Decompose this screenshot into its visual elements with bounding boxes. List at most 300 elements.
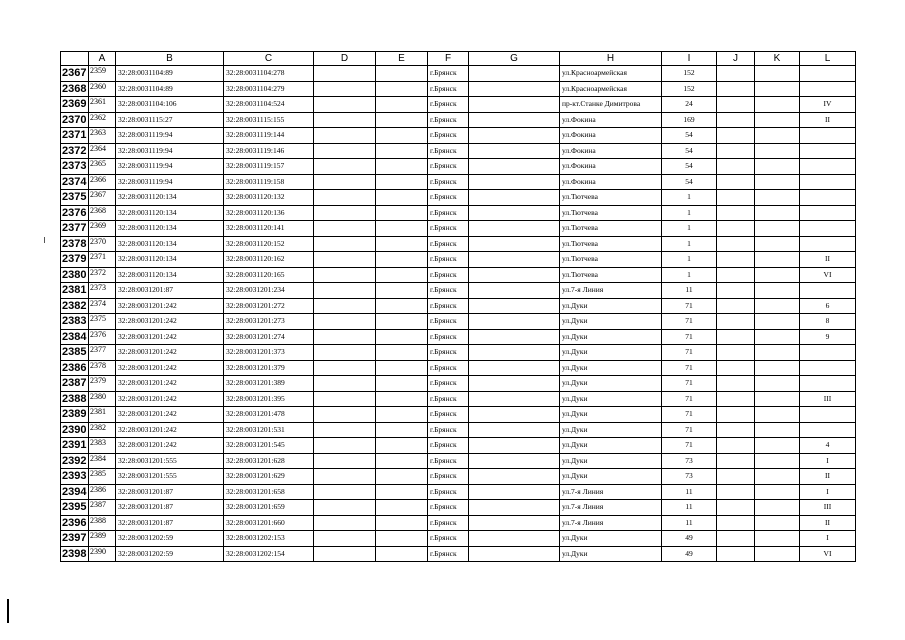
cell-e[interactable] <box>376 391 428 407</box>
cell-c[interactable]: 32:28:0031119:146 <box>224 143 314 159</box>
cell-a[interactable]: 2378 <box>89 360 116 376</box>
cell-c[interactable]: 32:28:0031201:531 <box>224 422 314 438</box>
cell-a[interactable]: 2362 <box>89 112 116 128</box>
cell-f[interactable]: г.Брянск <box>428 546 469 562</box>
cell-b[interactable]: 32:28:0031201:242 <box>116 391 224 407</box>
cell-k[interactable] <box>755 143 800 159</box>
cell-b[interactable]: 32:28:0031115:27 <box>116 112 224 128</box>
cell-a[interactable]: 2386 <box>89 484 116 500</box>
cell-a[interactable]: 2359 <box>89 66 116 82</box>
cell-e[interactable] <box>376 376 428 392</box>
column-header-a[interactable]: A <box>89 52 116 66</box>
cell-j[interactable] <box>717 531 755 547</box>
cell-j[interactable] <box>717 515 755 531</box>
cell-c[interactable]: 32:28:0031120:136 <box>224 205 314 221</box>
cell-l[interactable] <box>800 128 856 144</box>
cell-g[interactable] <box>469 453 560 469</box>
cell-h[interactable]: ул.Красноармейская <box>560 66 662 82</box>
cell-f[interactable]: г.Брянск <box>428 531 469 547</box>
cell-d[interactable] <box>314 66 376 82</box>
cell-k[interactable] <box>755 221 800 237</box>
cell-e[interactable] <box>376 267 428 283</box>
cell-a[interactable]: 2366 <box>89 174 116 190</box>
cell-k[interactable] <box>755 360 800 376</box>
cell-j[interactable] <box>717 81 755 97</box>
cell-g[interactable] <box>469 314 560 330</box>
cell-g[interactable] <box>469 500 560 516</box>
cell-j[interactable] <box>717 484 755 500</box>
cell-a[interactable]: 2364 <box>89 143 116 159</box>
cell-g[interactable] <box>469 97 560 113</box>
cell-d[interactable] <box>314 360 376 376</box>
cell-b[interactable]: 32:28:0031201:87 <box>116 283 224 299</box>
cell-g[interactable] <box>469 531 560 547</box>
cell-c[interactable]: 32:28:0031201:658 <box>224 484 314 500</box>
cell-e[interactable] <box>376 469 428 485</box>
cell-k[interactable] <box>755 236 800 252</box>
cell-h[interactable]: ул.Дуки <box>560 376 662 392</box>
cell-e[interactable] <box>376 345 428 361</box>
cell-f[interactable]: г.Брянск <box>428 407 469 423</box>
cell-f[interactable]: г.Брянск <box>428 174 469 190</box>
cell-j[interactable] <box>717 469 755 485</box>
cell-k[interactable] <box>755 515 800 531</box>
cell-d[interactable] <box>314 143 376 159</box>
cell-k[interactable] <box>755 314 800 330</box>
cell-b[interactable]: 32:28:0031201:87 <box>116 484 224 500</box>
cell-e[interactable] <box>376 190 428 206</box>
cell-i[interactable]: 49 <box>662 546 717 562</box>
cell-l[interactable]: 9 <box>800 329 856 345</box>
cell-f[interactable]: г.Брянск <box>428 190 469 206</box>
cell-b[interactable]: 32:28:0031119:94 <box>116 174 224 190</box>
cell-l[interactable]: II <box>800 515 856 531</box>
cell-e[interactable] <box>376 128 428 144</box>
cell-a[interactable]: 2377 <box>89 345 116 361</box>
cell-e[interactable] <box>376 484 428 500</box>
cell-f[interactable]: г.Брянск <box>428 81 469 97</box>
cell-l[interactable]: III <box>800 391 856 407</box>
cell-a[interactable]: 2390 <box>89 546 116 562</box>
cell-l[interactable] <box>800 236 856 252</box>
cell-j[interactable] <box>717 422 755 438</box>
cell-j[interactable] <box>717 453 755 469</box>
cell-e[interactable] <box>376 453 428 469</box>
cell-b[interactable]: 32:28:0031201:242 <box>116 360 224 376</box>
column-header-f[interactable]: F <box>428 52 469 66</box>
cell-g[interactable] <box>469 81 560 97</box>
cell-g[interactable] <box>469 438 560 454</box>
cell-c[interactable]: 32:28:0031201:373 <box>224 345 314 361</box>
cell-a[interactable]: 2388 <box>89 515 116 531</box>
cell-a[interactable]: 2370 <box>89 236 116 252</box>
cell-c[interactable]: 32:28:0031119:157 <box>224 159 314 175</box>
cell-e[interactable] <box>376 438 428 454</box>
cell-g[interactable] <box>469 469 560 485</box>
cell-k[interactable] <box>755 345 800 361</box>
cell-f[interactable]: г.Брянск <box>428 515 469 531</box>
cell-c[interactable]: 32:28:0031201:659 <box>224 500 314 516</box>
cell-i[interactable]: 1 <box>662 236 717 252</box>
cell-f[interactable]: г.Брянск <box>428 205 469 221</box>
cell-g[interactable] <box>469 128 560 144</box>
cell-i[interactable]: 71 <box>662 422 717 438</box>
column-header-k[interactable]: K <box>755 52 800 66</box>
cell-c[interactable]: 32:28:0031104:524 <box>224 97 314 113</box>
cell-f[interactable]: г.Брянск <box>428 345 469 361</box>
cell-i[interactable]: 73 <box>662 469 717 485</box>
cell-d[interactable] <box>314 376 376 392</box>
cell-b[interactable]: 32:28:0031120:134 <box>116 267 224 283</box>
cell-d[interactable] <box>314 267 376 283</box>
cell-c[interactable]: 32:28:0031202:154 <box>224 546 314 562</box>
cell-h[interactable]: ул.Тютчева <box>560 252 662 268</box>
cell-g[interactable] <box>469 407 560 423</box>
cell-c[interactable]: 32:28:0031201:274 <box>224 329 314 345</box>
cell-g[interactable] <box>469 391 560 407</box>
cell-j[interactable] <box>717 190 755 206</box>
cell-l[interactable] <box>800 174 856 190</box>
cell-l[interactable] <box>800 407 856 423</box>
cell-b[interactable]: 32:28:0031201:242 <box>116 422 224 438</box>
cell-d[interactable] <box>314 515 376 531</box>
cell-a[interactable]: 2373 <box>89 283 116 299</box>
cell-c[interactable]: 32:28:0031104:278 <box>224 66 314 82</box>
cell-b[interactable]: 32:28:0031201:242 <box>116 438 224 454</box>
cell-b[interactable]: 32:28:0031201:242 <box>116 376 224 392</box>
cell-l[interactable]: 6 <box>800 298 856 314</box>
cell-j[interactable] <box>717 438 755 454</box>
cell-k[interactable] <box>755 283 800 299</box>
cell-i[interactable]: 54 <box>662 159 717 175</box>
cell-i[interactable]: 169 <box>662 112 717 128</box>
cell-l[interactable] <box>800 221 856 237</box>
cell-k[interactable] <box>755 329 800 345</box>
cell-h[interactable]: ул.Дуки <box>560 329 662 345</box>
cell-c[interactable]: 32:28:0031201:389 <box>224 376 314 392</box>
cell-j[interactable] <box>717 298 755 314</box>
cell-a[interactable]: 2381 <box>89 407 116 423</box>
cell-f[interactable]: г.Брянск <box>428 500 469 516</box>
cell-h[interactable]: ул.Дуки <box>560 407 662 423</box>
cell-e[interactable] <box>376 546 428 562</box>
cell-k[interactable] <box>755 500 800 516</box>
cell-h[interactable]: ул.Дуки <box>560 546 662 562</box>
cell-i[interactable]: 1 <box>662 267 717 283</box>
cell-c[interactable]: 32:28:0031201:234 <box>224 283 314 299</box>
cell-i[interactable]: 54 <box>662 174 717 190</box>
cell-f[interactable]: г.Брянск <box>428 236 469 252</box>
cell-j[interactable] <box>717 174 755 190</box>
cell-g[interactable] <box>469 298 560 314</box>
cell-j[interactable] <box>717 252 755 268</box>
cell-f[interactable]: г.Брянск <box>428 221 469 237</box>
cell-a[interactable]: 2365 <box>89 159 116 175</box>
cell-j[interactable] <box>717 391 755 407</box>
cell-f[interactable]: г.Брянск <box>428 484 469 500</box>
cell-l[interactable]: I <box>800 453 856 469</box>
cell-f[interactable]: г.Брянск <box>428 314 469 330</box>
column-header-i[interactable]: I <box>662 52 717 66</box>
cell-c[interactable]: 32:28:0031120:162 <box>224 252 314 268</box>
cell-c[interactable]: 32:28:0031115:155 <box>224 112 314 128</box>
cell-a[interactable]: 2376 <box>89 329 116 345</box>
cell-k[interactable] <box>755 546 800 562</box>
cell-f[interactable]: г.Брянск <box>428 298 469 314</box>
cell-e[interactable] <box>376 314 428 330</box>
cell-c[interactable]: 32:28:0031202:153 <box>224 531 314 547</box>
cell-k[interactable] <box>755 66 800 82</box>
cell-f[interactable]: г.Брянск <box>428 112 469 128</box>
cell-l[interactable] <box>800 345 856 361</box>
cell-j[interactable] <box>717 360 755 376</box>
cell-c[interactable]: 32:28:0031201:628 <box>224 453 314 469</box>
cell-i[interactable]: 11 <box>662 500 717 516</box>
cell-b[interactable]: 32:28:0031120:134 <box>116 236 224 252</box>
cell-d[interactable] <box>314 469 376 485</box>
cell-j[interactable] <box>717 345 755 361</box>
cell-a[interactable]: 2379 <box>89 376 116 392</box>
cell-l[interactable] <box>800 143 856 159</box>
column-header-corner[interactable] <box>61 52 89 66</box>
cell-c[interactable]: 32:28:0031201:545 <box>224 438 314 454</box>
cell-h[interactable]: ул.Дуки <box>560 345 662 361</box>
cell-h[interactable]: ул.Тютчева <box>560 190 662 206</box>
cell-l[interactable]: IV <box>800 97 856 113</box>
cell-h[interactable]: ул.7-я Линия <box>560 515 662 531</box>
cell-a[interactable]: 2363 <box>89 128 116 144</box>
cell-c[interactable]: 32:28:0031120:141 <box>224 221 314 237</box>
cell-g[interactable] <box>469 190 560 206</box>
cell-a[interactable]: 2368 <box>89 205 116 221</box>
cell-l[interactable]: II <box>800 469 856 485</box>
cell-f[interactable]: г.Брянск <box>428 143 469 159</box>
cell-g[interactable] <box>469 112 560 128</box>
cell-i[interactable]: 49 <box>662 531 717 547</box>
cell-b[interactable]: 32:28:0031119:94 <box>116 159 224 175</box>
cell-i[interactable]: 11 <box>662 515 717 531</box>
cell-j[interactable] <box>717 500 755 516</box>
cell-l[interactable]: III <box>800 500 856 516</box>
cell-l[interactable]: 8 <box>800 314 856 330</box>
cell-g[interactable] <box>469 66 560 82</box>
cell-b[interactable]: 32:28:0031104:89 <box>116 81 224 97</box>
cell-c[interactable]: 32:28:0031201:395 <box>224 391 314 407</box>
cell-j[interactable] <box>717 376 755 392</box>
cell-h[interactable]: ул.7-я Линия <box>560 500 662 516</box>
cell-g[interactable] <box>469 236 560 252</box>
cell-a[interactable]: 2380 <box>89 391 116 407</box>
cell-f[interactable]: г.Брянск <box>428 159 469 175</box>
cell-j[interactable] <box>717 97 755 113</box>
cell-e[interactable] <box>376 360 428 376</box>
cell-k[interactable] <box>755 159 800 175</box>
cell-e[interactable] <box>376 422 428 438</box>
cell-g[interactable] <box>469 159 560 175</box>
cell-i[interactable]: 11 <box>662 283 717 299</box>
cell-j[interactable] <box>717 546 755 562</box>
cell-b[interactable]: 32:28:0031119:94 <box>116 143 224 159</box>
cell-j[interactable] <box>717 112 755 128</box>
cell-f[interactable]: г.Брянск <box>428 453 469 469</box>
column-header-g[interactable]: G <box>469 52 560 66</box>
cell-g[interactable] <box>469 329 560 345</box>
cell-b[interactable]: 32:28:0031202:59 <box>116 531 224 547</box>
cell-a[interactable]: 2372 <box>89 267 116 283</box>
cell-f[interactable]: г.Брянск <box>428 97 469 113</box>
cell-e[interactable] <box>376 515 428 531</box>
cell-k[interactable] <box>755 112 800 128</box>
cell-b[interactable]: 32:28:0031104:106 <box>116 97 224 113</box>
cell-e[interactable] <box>376 97 428 113</box>
cell-k[interactable] <box>755 376 800 392</box>
cell-a[interactable]: 2389 <box>89 531 116 547</box>
cell-b[interactable]: 32:28:0031120:134 <box>116 252 224 268</box>
cell-i[interactable]: 71 <box>662 345 717 361</box>
cell-d[interactable] <box>314 453 376 469</box>
cell-l[interactable] <box>800 283 856 299</box>
cell-a[interactable]: 2371 <box>89 252 116 268</box>
cell-k[interactable] <box>755 531 800 547</box>
cell-d[interactable] <box>314 345 376 361</box>
cell-k[interactable] <box>755 174 800 190</box>
cell-e[interactable] <box>376 252 428 268</box>
cell-j[interactable] <box>717 143 755 159</box>
cell-b[interactable]: 32:28:0031201:242 <box>116 345 224 361</box>
cell-l[interactable]: II <box>800 252 856 268</box>
cell-k[interactable] <box>755 438 800 454</box>
cell-b[interactable]: 32:28:0031120:134 <box>116 190 224 206</box>
cell-d[interactable] <box>314 298 376 314</box>
cell-a[interactable]: 2375 <box>89 314 116 330</box>
cell-a[interactable]: 2387 <box>89 500 116 516</box>
cell-g[interactable] <box>469 546 560 562</box>
cell-i[interactable]: 71 <box>662 298 717 314</box>
cell-i[interactable]: 152 <box>662 66 717 82</box>
cell-d[interactable] <box>314 329 376 345</box>
cell-d[interactable] <box>314 500 376 516</box>
cell-g[interactable] <box>469 267 560 283</box>
cell-l[interactable]: VI <box>800 267 856 283</box>
cell-j[interactable] <box>717 205 755 221</box>
column-header-e[interactable]: E <box>376 52 428 66</box>
cell-j[interactable] <box>717 407 755 423</box>
cell-h[interactable]: ул.Фокина <box>560 143 662 159</box>
cell-d[interactable] <box>314 531 376 547</box>
cell-l[interactable] <box>800 66 856 82</box>
cell-d[interactable] <box>314 81 376 97</box>
cell-f[interactable]: г.Брянск <box>428 252 469 268</box>
cell-h[interactable]: ул.Красноармейская <box>560 81 662 97</box>
cell-c[interactable]: 32:28:0031201:660 <box>224 515 314 531</box>
cell-f[interactable]: г.Брянск <box>428 283 469 299</box>
cell-g[interactable] <box>469 345 560 361</box>
cell-l[interactable]: VI <box>800 546 856 562</box>
cell-h[interactable]: ул.Дуки <box>560 438 662 454</box>
cell-h[interactable]: ул.Дуки <box>560 422 662 438</box>
cell-e[interactable] <box>376 500 428 516</box>
cell-h[interactable]: ул.Дуки <box>560 391 662 407</box>
cell-l[interactable] <box>800 205 856 221</box>
cell-l[interactable]: 4 <box>800 438 856 454</box>
cell-j[interactable] <box>717 329 755 345</box>
cell-g[interactable] <box>469 252 560 268</box>
column-header-b[interactable]: B <box>116 52 224 66</box>
cell-g[interactable] <box>469 205 560 221</box>
column-header-d[interactable]: D <box>314 52 376 66</box>
cell-d[interactable] <box>314 438 376 454</box>
cell-e[interactable] <box>376 283 428 299</box>
cell-d[interactable] <box>314 159 376 175</box>
cell-k[interactable] <box>755 391 800 407</box>
cell-d[interactable] <box>314 97 376 113</box>
cell-c[interactable]: 32:28:0031201:629 <box>224 469 314 485</box>
cell-b[interactable]: 32:28:0031201:555 <box>116 469 224 485</box>
cell-a[interactable]: 2369 <box>89 221 116 237</box>
cell-e[interactable] <box>376 221 428 237</box>
cell-i[interactable]: 1 <box>662 252 717 268</box>
cell-b[interactable]: 32:28:0031202:59 <box>116 546 224 562</box>
cell-k[interactable] <box>755 267 800 283</box>
cell-b[interactable]: 32:28:0031201:87 <box>116 515 224 531</box>
cell-d[interactable] <box>314 128 376 144</box>
column-header-c[interactable]: C <box>224 52 314 66</box>
cell-h[interactable]: ул.Тютчева <box>560 221 662 237</box>
cell-c[interactable]: 32:28:0031201:273 <box>224 314 314 330</box>
cell-b[interactable]: 32:28:0031201:242 <box>116 314 224 330</box>
cell-g[interactable] <box>469 360 560 376</box>
cell-k[interactable] <box>755 81 800 97</box>
cell-h[interactable]: ул.Дуки <box>560 314 662 330</box>
cell-f[interactable]: г.Брянск <box>428 329 469 345</box>
cell-k[interactable] <box>755 97 800 113</box>
cell-j[interactable] <box>717 66 755 82</box>
cell-k[interactable] <box>755 453 800 469</box>
cell-d[interactable] <box>314 190 376 206</box>
cell-c[interactable]: 32:28:0031201:379 <box>224 360 314 376</box>
cell-h[interactable]: ул.7-я Линия <box>560 283 662 299</box>
cell-b[interactable]: 32:28:0031201:242 <box>116 329 224 345</box>
cell-d[interactable] <box>314 205 376 221</box>
cell-e[interactable] <box>376 174 428 190</box>
cell-k[interactable] <box>755 190 800 206</box>
cell-c[interactable]: 32:28:0031201:478 <box>224 407 314 423</box>
cell-h[interactable]: ул.Дуки <box>560 298 662 314</box>
cell-h[interactable]: ул.Фокина <box>560 174 662 190</box>
cell-c[interactable]: 32:28:0031120:152 <box>224 236 314 252</box>
cell-g[interactable] <box>469 422 560 438</box>
cell-b[interactable]: 32:28:0031104:89 <box>116 66 224 82</box>
cell-i[interactable]: 71 <box>662 329 717 345</box>
cell-j[interactable] <box>717 314 755 330</box>
column-header-l[interactable]: L <box>800 52 856 66</box>
cell-l[interactable] <box>800 190 856 206</box>
cell-l[interactable] <box>800 81 856 97</box>
cell-a[interactable]: 2382 <box>89 422 116 438</box>
cell-g[interactable] <box>469 174 560 190</box>
cell-f[interactable]: г.Брянск <box>428 376 469 392</box>
cell-i[interactable]: 152 <box>662 81 717 97</box>
cell-a[interactable]: 2361 <box>89 97 116 113</box>
cell-b[interactable]: 32:28:0031201:242 <box>116 298 224 314</box>
cell-e[interactable] <box>376 112 428 128</box>
cell-i[interactable]: 11 <box>662 484 717 500</box>
cell-j[interactable] <box>717 236 755 252</box>
cell-k[interactable] <box>755 469 800 485</box>
cell-i[interactable]: 71 <box>662 360 717 376</box>
cell-j[interactable] <box>717 159 755 175</box>
cell-d[interactable] <box>314 283 376 299</box>
